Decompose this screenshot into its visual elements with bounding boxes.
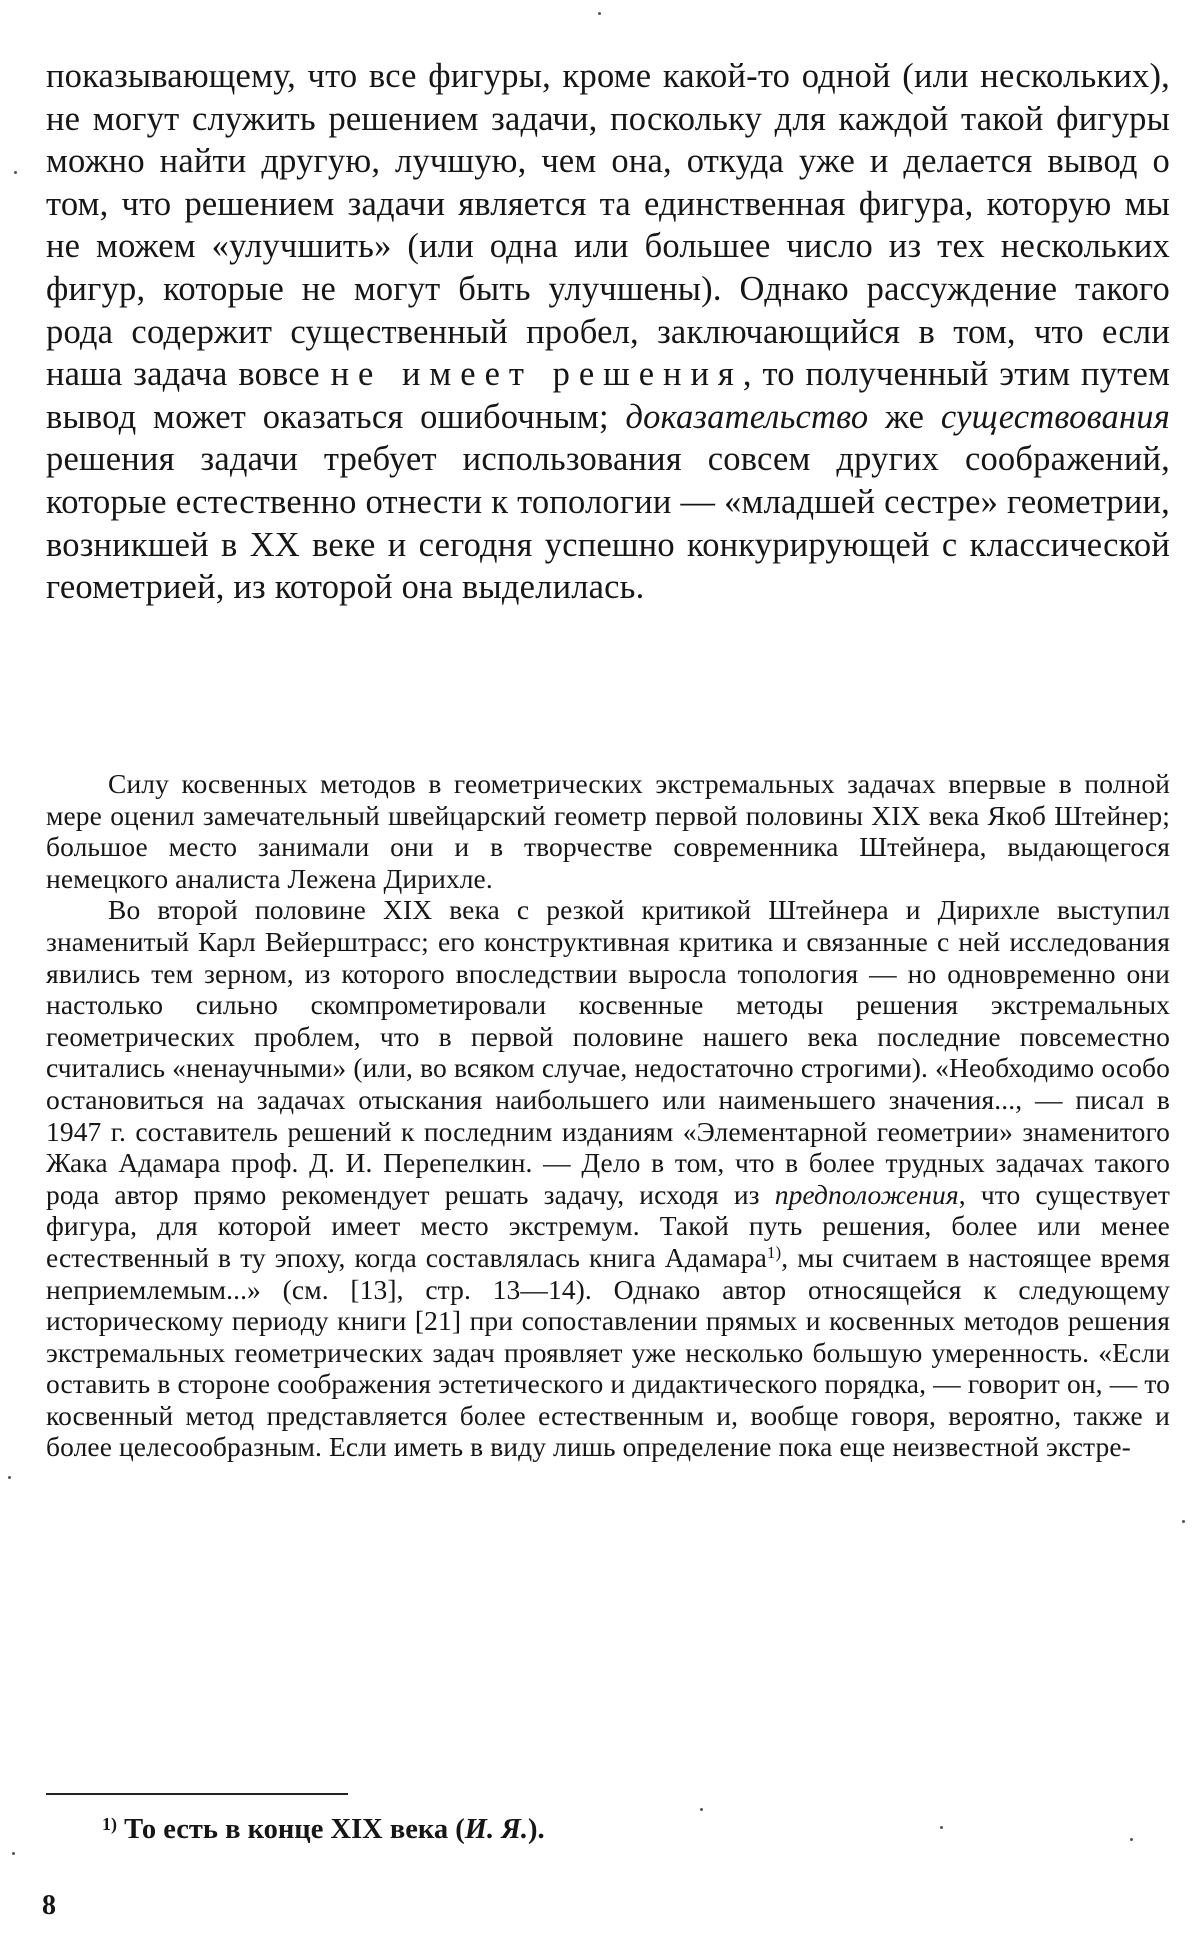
footnote-tail: ). bbox=[527, 1814, 545, 1845]
print-speck bbox=[700, 1808, 703, 1811]
footnote-marker: 1) bbox=[102, 1814, 117, 1834]
italic-term: существования bbox=[940, 397, 1170, 436]
small-paragraph-weierstrass bbox=[46, 894, 1170, 1463]
main-text-segment: показывающему, что все фигуры, кроме какой-то одной (или нескольких), не могут служить решением задачи, поскольку для каждой такой фигуры можно найти другую, лучшую, чем она, откуда уже и делается вывод о том, что решением задачи является та единственная фигура, которую мы не можем «улучшить» (или одна или большее число из тех нескольких фигур, которые не могут быть улучшены). Однако рассуждение такого рода содержит существенный пробел, заключающийся в том, что если наша задача вовсе bbox=[46, 57, 1170, 394]
small-text-segment: Во второй половине XIX века с резкой критикой Штейнера и Дирихле выступил знаменитый Карл Вейерштрасс; его конструктивная критика и связанные с ней исследования явились тем зерном, из которого впоследствии выросла топология — но одновременно они настолько сильно скомпрометировали косвенные методы решения экстремальных геометрических проблем, что в первой половине нашего века последние повсеместно считались «ненаучными» (или, во всяком случае, недостаточно строгими). «Необходимо особо остановиться на задачах отыскания наибольшего или наименьшего значения..., — писал в 1947 г. составитель решений к последним изданиям «Элементарной геометрии» знаменитого Жака Адамара проф. Д. И. Перепелкин. — Дело в том, что в более трудных задачах такого рода автор прямо рекомендует решать задачу, исходя из bbox=[46, 894, 1170, 1210]
main-text-segment: , то полученный этим путем вывод может оказаться ошибочным; bbox=[46, 355, 1170, 436]
italic-term: предположения bbox=[774, 1178, 959, 1210]
italic-term: доказательство bbox=[625, 397, 869, 436]
print-speck bbox=[14, 171, 17, 174]
print-speck bbox=[940, 1826, 943, 1829]
main-text-segment: же bbox=[868, 397, 941, 436]
print-speck bbox=[1182, 1520, 1185, 1523]
page-number: 8 bbox=[42, 1890, 56, 1921]
footnote-initials: И. Я. bbox=[464, 1814, 528, 1845]
print-speck bbox=[598, 12, 601, 15]
print-speck bbox=[12, 1852, 15, 1855]
main-text-segment: решения задачи требует использования совсем других соображений, которые естественно отнести к топологии — «младшей сестре» геометрии, возникшей в XX веке и сегодня успешно конкурирующей с классической геометрией, из которой она выделилась. bbox=[46, 440, 1170, 607]
spaced-emphasis: не имеет решения bbox=[330, 355, 743, 394]
footnote-divider bbox=[46, 1793, 348, 1795]
print-speck bbox=[1130, 1838, 1133, 1841]
main-paragraph bbox=[46, 55, 1170, 609]
print-speck bbox=[8, 1476, 11, 1479]
small-text-segment: , мы считаем в настоящее время неприемлемым...» (см. [13], стр. 13—14). Однако автор относящейся к следующему историческому периоду книги [21] при сопоставлении прямых и косвенных методов решения экстремальных геометрических задач проявляет уже несколько большую умеренность. «Если оставить в стороне соображения эстетического и дидактического порядка, — говорит он, — то косвенный метод представляется более естественным и, вообще говоря, вероятно, также и более целесообразным. Если иметь в виду лишь определение пока еще неизвестной экстре- bbox=[46, 1241, 1170, 1463]
small-paragraph-steiner: Силу косвенных методов в геометрических экстремальных задачах впервые в полной мере оценил замечательный швейцарский геометр первой половины XIX века Якоб Штейнер; большое место занимали они и в творчестве современника Штейнера, выдающегося немецкого аналиста Лежена Дирихле. bbox=[46, 768, 1170, 894]
small-print-section bbox=[46, 768, 1170, 1463]
small-text-segment: , что существует фигура, для которой имеет место экстремум. Такой путь решения, более или менее естественный в ту эпоху, когда составлялась книга Адамара bbox=[46, 1178, 1170, 1273]
footnote bbox=[102, 1807, 545, 1847]
footnote-reference[interactable]: 1) bbox=[766, 1242, 782, 1262]
footnote-text: То есть в конце XIX века ( bbox=[117, 1814, 465, 1845]
